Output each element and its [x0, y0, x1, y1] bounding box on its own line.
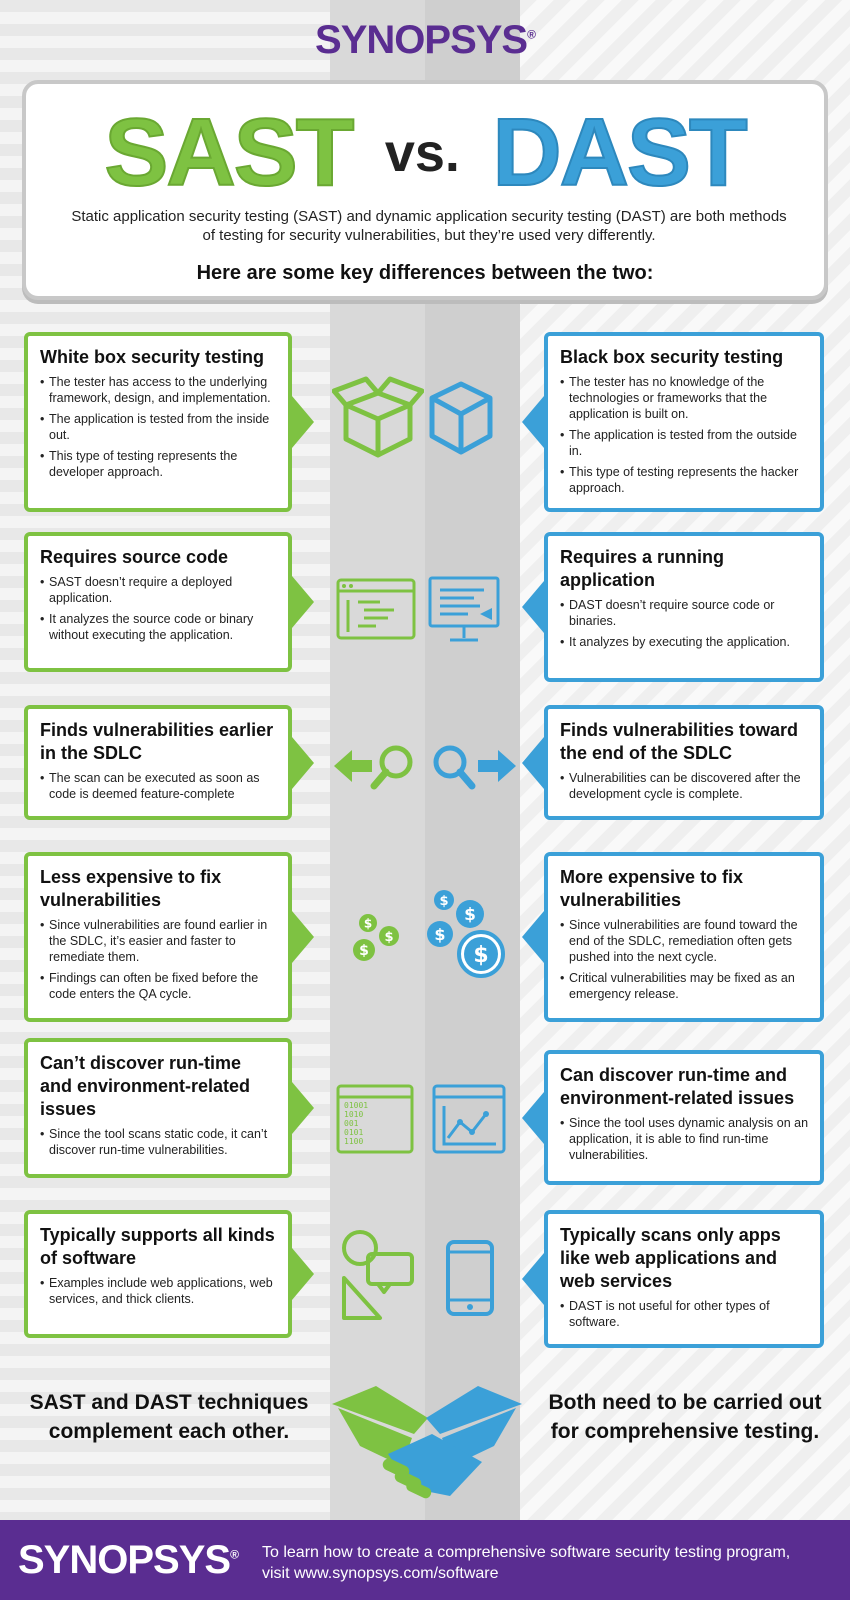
card-title: More expensive to fix vulnerabilities	[560, 867, 744, 910]
large-coins-icon	[426, 888, 516, 988]
svg-text:$: $	[473, 943, 489, 968]
binary-line: 0101	[344, 1128, 364, 1137]
sast-card-source-code	[24, 532, 292, 672]
dast-card-web-apps	[544, 1210, 824, 1348]
intro-text: Static application security testing (SAST) and dynamic application security testing (DAST) are both methods of testing for security vulnerabilities, but they’re used very differently.	[71, 208, 787, 244]
sast-card-less-expensive	[24, 852, 292, 1022]
card-title: Typically scans only apps like web applications and web services	[560, 1225, 781, 1291]
svg-text:$: $	[464, 905, 476, 925]
card-title: Typically supports all kinds of software	[40, 1225, 275, 1268]
dast-card-black-box	[544, 332, 824, 512]
card-title: Can discover run-time and environment-related issues	[560, 1065, 795, 1108]
small-coins-icon	[346, 912, 406, 968]
title-sast: SAST	[104, 99, 353, 206]
binary-document-icon	[336, 1084, 414, 1154]
dast-card-running-app	[544, 532, 824, 682]
dast-card-more-expensive	[544, 852, 824, 1022]
closing-right: Both need to be carried out for comprehensive testing.	[548, 1391, 822, 1443]
card-bullet: • Since vulnerabilities are found toward the end of the SDLC, remediation often gets pushed into the next cycle.	[560, 917, 810, 965]
svg-text:$: $	[363, 916, 373, 931]
card-bullet: • SAST doesn’t require a deployed application.	[40, 574, 278, 606]
card-title: Finds vulnerabilities earlier in the SDLC	[40, 720, 274, 763]
title-vs: vs.	[384, 123, 460, 183]
binary-line: 001	[344, 1119, 359, 1128]
code-window-icon	[336, 578, 416, 640]
closed-cube-icon	[428, 380, 494, 456]
monitor-icon	[428, 576, 500, 646]
closing-left: SAST and DAST techniques complement each other.	[29, 1391, 309, 1443]
top-logo: SYNOPSYS®	[315, 18, 535, 62]
card-bullet: • The tester has access to the underlying framework, design, and implementation.	[40, 374, 278, 406]
handshake-icon	[332, 1384, 522, 1502]
card-bullet: • It analyzes the source code or binary without executing the application.	[40, 611, 278, 643]
dast-card-later	[544, 705, 824, 820]
mobile-phone-icon	[446, 1240, 494, 1316]
intro-subheading: Here are some key differences between the two:	[196, 262, 654, 284]
card-title: Finds vulnerabilities toward the end of the SDLC	[560, 720, 799, 763]
card-bullet: • DAST is not useful for other types of software.	[560, 1298, 810, 1330]
magnifier-arrow-right-icon	[428, 742, 518, 792]
card-title: Black box security testing	[560, 347, 784, 367]
card-bullet: • Examples include web applications, web services, and thick clients.	[40, 1275, 278, 1307]
card-bullet: • Findings can often be fixed before the code enters the QA cycle.	[40, 970, 278, 1002]
sast-card-white-box	[24, 332, 292, 512]
card-title: White box security testing	[40, 347, 265, 367]
footer-note: To learn how to create a comprehensive software security testing program, visit www.synopsys.com/software	[262, 1544, 791, 1582]
card-bullet: • The application is tested from the inside out.	[40, 411, 278, 443]
header-card	[22, 80, 828, 300]
card-bullet: • The scan can be executed as soon as code is deemed feature-complete	[40, 770, 278, 802]
sast-card-software	[24, 1210, 292, 1338]
footer	[0, 1520, 850, 1600]
card-bullet: • Vulnerabilities can be discovered after the development cycle is complete.	[560, 770, 810, 802]
magnifier-arrow-left-icon	[332, 742, 422, 792]
open-box-icon	[332, 375, 424, 459]
card-bullet: • DAST doesn’t require source code or binaries.	[560, 597, 810, 629]
card-bullet: • This type of testing represents the hacker approach.	[560, 464, 810, 496]
dast-card-runtime	[544, 1050, 824, 1185]
card-bullet: • Since vulnerabilities are found earlier in the SDLC, it’s easier and faster to remediate them.	[40, 917, 278, 965]
svg-text:$: $	[359, 943, 369, 959]
shapes-icon	[340, 1228, 420, 1324]
card-bullet: • Since the tool uses dynamic analysis on an application, it is able to find run-time vulnerabilities.	[560, 1115, 810, 1163]
binary-line: 1010	[344, 1110, 364, 1119]
card-title: Can’t discover run-time and environment-related issues	[40, 1053, 251, 1119]
card-bullet: • It analyzes by executing the application.	[560, 634, 810, 650]
svg-text:$: $	[384, 930, 394, 945]
sast-card-earlier	[24, 705, 292, 820]
card-title: Requires a running application	[560, 547, 725, 590]
card-bullet: • Since the tool scans static code, it can’t discover run-time vulnerabilities.	[40, 1126, 278, 1158]
card-title: Less expensive to fix vulnerabilities	[40, 867, 222, 910]
card-bullet: • The tester has no knowledge of the technologies or frameworks that the application is built on.	[560, 374, 810, 422]
card-bullet: • Critical vulnerabilities may be fixed as an emergency release.	[560, 970, 810, 1002]
card-bullet: • The application is tested from the outside in.	[560, 427, 810, 459]
card-bullet: • This type of testing represents the developer approach.	[40, 448, 278, 480]
footer-logo: SYNOPSYS®	[18, 1538, 238, 1582]
sast-card-runtime	[24, 1038, 292, 1178]
main-title	[26, 98, 824, 208]
graph-window-icon	[432, 1084, 506, 1154]
binary-line: 1100	[344, 1137, 364, 1146]
binary-line: 01001	[344, 1101, 369, 1110]
title-dast: DAST	[492, 99, 746, 206]
svg-text:$: $	[439, 894, 449, 909]
card-title: Requires source code	[40, 547, 229, 567]
svg-text:$: $	[434, 925, 446, 944]
